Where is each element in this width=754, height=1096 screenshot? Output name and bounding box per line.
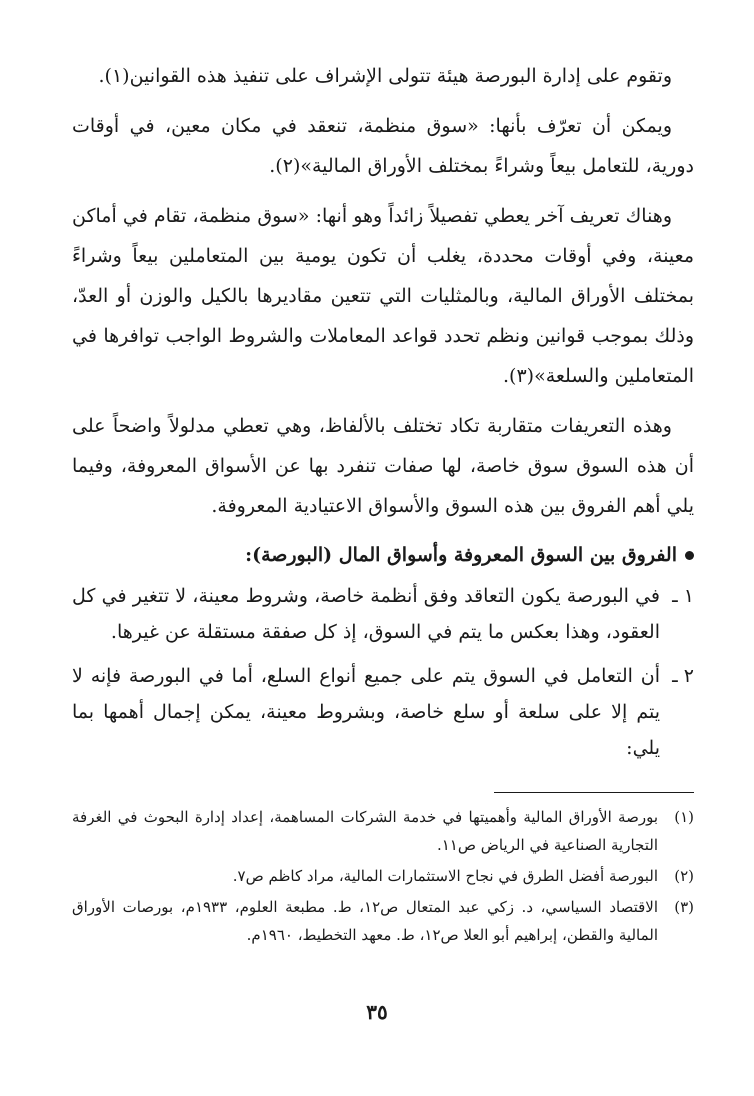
paragraph: وهذه التعريفات متقاربة تكاد تختلف بالألفاظ، وهي تعطي مدلولاً واضحاً على أن هذه السوق سوق خاصة، لها صفات تنفرد بها عن الأسواق المعروفة، وفيما يلي أهم الفروق بين هذه السوق والأسواق الاعتيادية المعروفة. (72, 415, 694, 517)
footnote-text: الاقتصاد السياسي، د. زكي عبد المتعال ص١٢، ط. مطبعة العلوم، ١٩٣٣م، بورصات الأوراق المالية والقطن، إبراهيم أبو العلا ص١٢، ط. معهد التخطيط، ١٩٦٠م. (72, 898, 658, 944)
paragraph: وتقوم على إدارة البورصة هيئة تتولى الإشراف على تنفيذ هذه القوانين(١). (98, 65, 672, 87)
footnote (72, 803, 694, 859)
bullet-icon (685, 551, 694, 560)
footnote-text: بورصة الأوراق المالية وأهميتها في خدمة الشركات المساهمة، إعداد إدارة البحوث في الغرفة التجارية الصناعية في الرياض ص١١. (72, 808, 658, 854)
footnote-text: البورصة أفضل الطرق في نجاح الاستثمارات المالية، مراد كاظم ص٧. (232, 867, 658, 885)
list-item (72, 658, 694, 766)
footnote (72, 893, 694, 949)
paragraph: وهناك تعريف آخر يعطي تفصيلاً زائداً وهو أنها: «سوق منظمة، تقام في أماكن معينة، وفي أوقات محددة، يغلب أن تكون يومية بين المتعاملين بيعاً وشراءً بمختلف الأوراق المالية، وبالمثليات التي تتعين مقاديرها بالكيل والوزن أو العدّ، وذلك بموجب قوانين ونظم تحدد قواعد المعاملات والشروط الواجب توافرها في المتعاملين والسلعة»(٣). (72, 205, 694, 387)
page-number: ٣٥ (366, 1000, 388, 1024)
footnote (72, 862, 694, 890)
list-item-number: ٢ ـ (672, 665, 694, 687)
paragraph: ويمكن أن تعرّف بأنها: «سوق منظمة، تنعقد في مكان معين، في أوقات دورية، للتعامل بيعاً وشراءً بمختلف الأوراق المالية»(٢). (72, 115, 694, 177)
footnote-number: (١) (674, 808, 694, 826)
list-item-number: ١ ـ (672, 585, 694, 607)
footnote-number: (٣) (674, 898, 694, 916)
footnotes (72, 803, 694, 949)
footnote-number: (٢) (674, 867, 694, 885)
section-heading-text: الفروق بين السوق المعروفة وأسواق المال (البورصة): (245, 544, 677, 566)
list-item-text: أن التعامل في السوق يتم على جميع أنواع السلع، أما في البورصة فإنه لا يتم إلا على سلعة أو سلع خاصة، وبشروط معينة، يمكن إجمال أهمها بما يلي: (72, 665, 660, 759)
list-item-text: في البورصة يكون التعاقد وفق أنظمة خاصة، وشروط معينة، لا تتغير في كل العقود، وهذا بعكس ما يتم في السوق، إذ كل صفقة مستقلة عن غيرها. (72, 585, 660, 643)
section-heading (72, 536, 694, 574)
list-item (72, 578, 694, 650)
footnote-divider (494, 792, 694, 793)
page-body (72, 56, 694, 952)
